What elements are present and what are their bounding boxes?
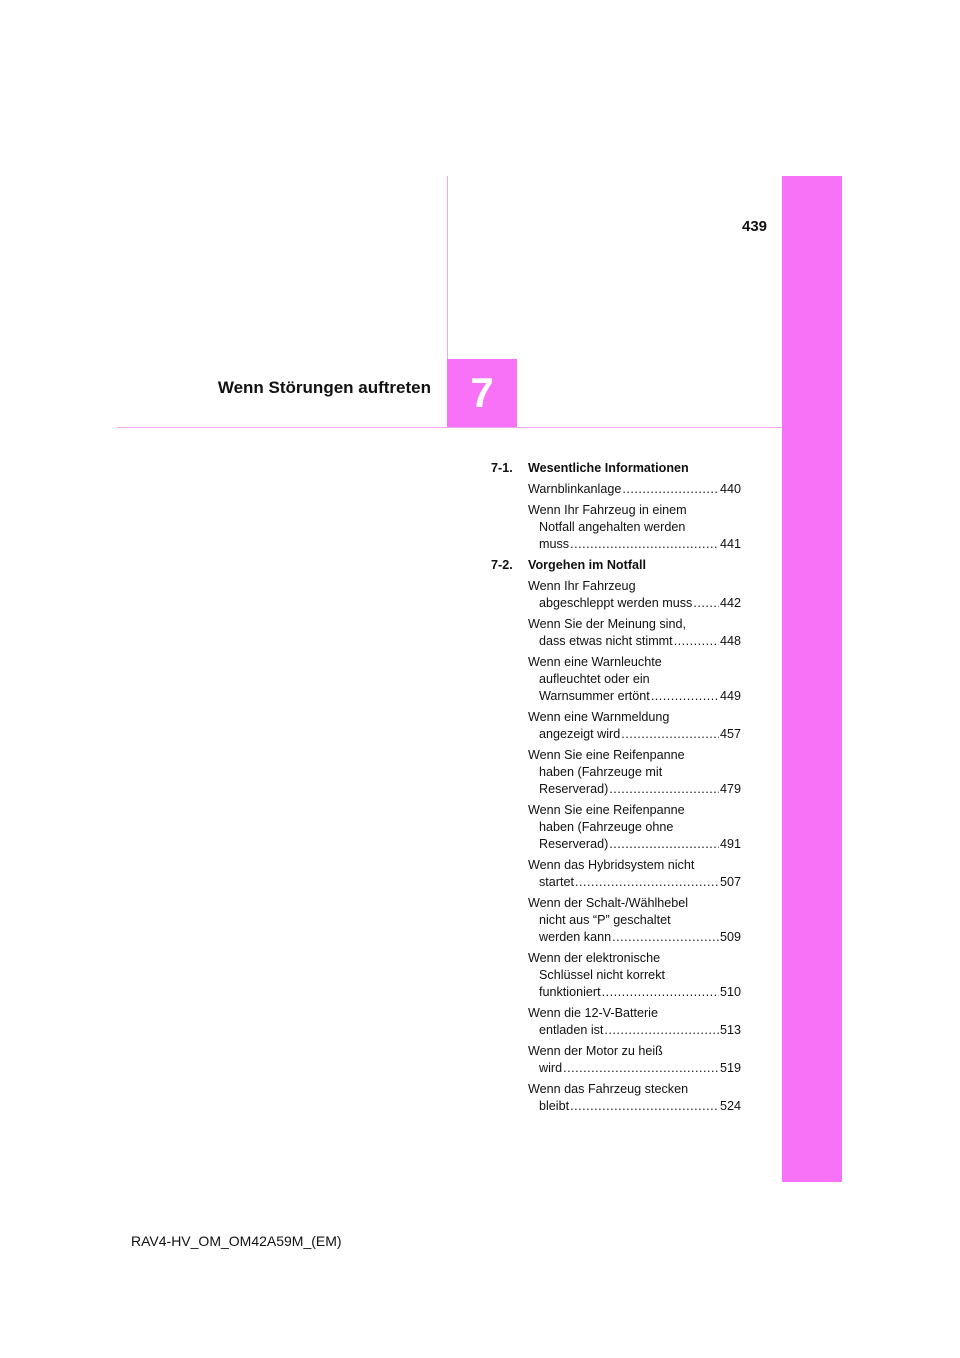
toc-entry-last-line — [528, 1098, 741, 1115]
toc-entry-last-line — [528, 1022, 741, 1039]
toc-entry[interactable] — [528, 895, 741, 946]
toc-entry-last-line — [528, 481, 741, 498]
toc-entry-last-line — [528, 874, 741, 891]
toc-section-title: Vorgehen im Notfall — [528, 558, 647, 572]
toc-entry-text: werden kann — [539, 930, 612, 944]
toc-dot-leader — [612, 929, 719, 946]
toc-entry-last-line — [528, 836, 741, 853]
table-of-contents — [491, 460, 741, 1119]
toc-entry-last-line — [528, 1060, 741, 1077]
toc-section-number: 7-2. — [491, 558, 513, 572]
toc-entry-text: Wenn die 12-V-Batterie — [528, 1006, 658, 1020]
toc-entry-text: Wenn Ihr Fahrzeug in einem — [528, 503, 687, 517]
toc-entry[interactable] — [528, 747, 741, 798]
toc-page-number: 448 — [719, 634, 741, 648]
toc-dot-leader — [651, 688, 719, 705]
toc-page-number: 442 — [719, 596, 741, 610]
toc-dot-leader — [563, 1060, 719, 1077]
toc-entry-text: muss — [539, 537, 570, 551]
chapter-number: 7 — [470, 369, 494, 416]
toc-entry-text: wird — [539, 1061, 563, 1075]
toc-page-number: 457 — [719, 727, 741, 741]
toc-entry-text: Wenn das Fahrzeug stecken — [528, 1082, 689, 1096]
toc-dot-leader — [609, 836, 719, 853]
toc-entry-text: abgeschleppt werden muss — [539, 596, 693, 610]
toc-entry[interactable] — [528, 1081, 741, 1115]
toc-entry[interactable] — [528, 481, 741, 498]
chapter-divider-horizontal — [117, 427, 782, 428]
toc-entry-last-line — [528, 984, 741, 1001]
toc-entry-text: Notfall angehalten werden — [539, 520, 686, 534]
toc-page-number: 491 — [719, 837, 741, 851]
toc-dot-leader — [609, 781, 719, 798]
toc-entry-text: angezeigt wird — [539, 727, 621, 741]
toc-entry-text: Wenn der Motor zu heiß — [528, 1044, 663, 1058]
toc-page-number: 513 — [719, 1023, 741, 1037]
toc-entry-text: Wenn Sie der Meinung sind, — [528, 617, 686, 631]
toc-entry[interactable] — [528, 857, 741, 891]
toc-dot-leader — [602, 984, 719, 1001]
toc-entry[interactable] — [528, 950, 741, 1001]
toc-entry-text: funktioniert — [539, 985, 601, 999]
toc-dot-leader — [575, 874, 719, 891]
toc-dot-leader — [622, 481, 719, 498]
toc-entry-text: startet — [539, 875, 574, 889]
toc-entry-last-line — [528, 595, 741, 612]
toc-entry-text: Schlüssel nicht korrekt — [539, 968, 665, 982]
toc-entry-text: Wenn der Schalt-/Wählhebel — [528, 896, 689, 910]
toc-section — [491, 557, 741, 1115]
toc-page-number: 519 — [719, 1061, 741, 1075]
toc-page-number: 479 — [719, 782, 741, 796]
toc-entry-text: Reserverad) — [539, 837, 609, 851]
chapter-divider-vertical — [447, 176, 448, 359]
toc-entry-text: bleibt — [539, 1099, 570, 1113]
toc-dot-leader — [604, 1022, 719, 1039]
toc-entry[interactable] — [528, 709, 741, 743]
toc-entry-last-line — [528, 688, 741, 705]
toc-entry-text: Wenn das Hybridsystem nicht — [528, 858, 695, 872]
toc-entry-text: Wenn Ihr Fahrzeug — [528, 579, 636, 593]
chapter-number-box — [447, 359, 517, 427]
toc-entry[interactable] — [528, 502, 741, 553]
toc-section — [491, 460, 741, 553]
toc-page-number: 441 — [719, 537, 741, 551]
toc-entry[interactable] — [528, 616, 741, 650]
toc-page-number: 440 — [719, 482, 741, 496]
toc-entry-last-line — [528, 536, 741, 553]
toc-entry[interactable] — [528, 802, 741, 853]
chapter-side-tab — [782, 176, 842, 1182]
toc-entry-last-line — [528, 726, 741, 743]
toc-page-number: 524 — [719, 1099, 741, 1113]
chapter-title: Wenn Störungen auftreten — [217, 378, 431, 397]
toc-entry-text: dass etwas nicht stimmt — [539, 634, 673, 648]
toc-section-heading[interactable] — [491, 460, 741, 477]
toc-page-number: 509 — [719, 930, 741, 944]
toc-entry-text: Wenn Sie eine Reifenpanne — [528, 748, 685, 762]
toc-dot-leader — [674, 633, 719, 650]
toc-entry[interactable] — [528, 654, 741, 705]
toc-entry-text: haben (Fahrzeuge mit — [539, 765, 663, 779]
toc-entry-text: Wenn eine Warnmeldung — [528, 710, 670, 724]
toc-entry-text: aufleuchtet oder ein — [539, 672, 650, 686]
toc-entry-text: Warnsummer ertönt — [539, 689, 650, 703]
toc-entry-text: Warnblinkanlage — [528, 482, 622, 496]
toc-entry[interactable] — [528, 1043, 741, 1077]
toc-dot-leader — [570, 536, 719, 553]
document-code-footer: RAV4-HV_OM_OM42A59M_(EM) — [131, 1233, 342, 1249]
toc-entry-text: nicht aus “P” geschaltet — [539, 913, 671, 927]
toc-entry[interactable] — [528, 578, 741, 612]
page-number: 439 — [742, 218, 768, 235]
toc-page-number: 510 — [719, 985, 741, 999]
toc-entry-text: Wenn eine Warnleuchte — [528, 655, 662, 669]
toc-entry-last-line — [528, 929, 741, 946]
toc-dot-leader — [621, 726, 719, 743]
toc-entry[interactable] — [528, 1005, 741, 1039]
toc-entry-text: haben (Fahrzeuge ohne — [539, 820, 674, 834]
toc-entry-last-line — [528, 781, 741, 798]
toc-entry-text: Wenn Sie eine Reifenpanne — [528, 803, 685, 817]
toc-section-heading[interactable] — [491, 557, 741, 574]
toc-entry-last-line — [528, 633, 741, 650]
toc-section-number: 7-1. — [491, 461, 513, 475]
toc-section-title: Wesentliche Informationen — [528, 461, 689, 475]
toc-dot-leader — [570, 1098, 719, 1115]
toc-page-number: 449 — [719, 689, 741, 703]
toc-entry-text: Reserverad) — [539, 782, 609, 796]
toc-entry-text: entladen ist — [539, 1023, 604, 1037]
toc-dot-leader — [693, 595, 719, 612]
toc-entry-text: Wenn der elektronische — [528, 951, 661, 965]
toc-page-number: 507 — [719, 875, 741, 889]
